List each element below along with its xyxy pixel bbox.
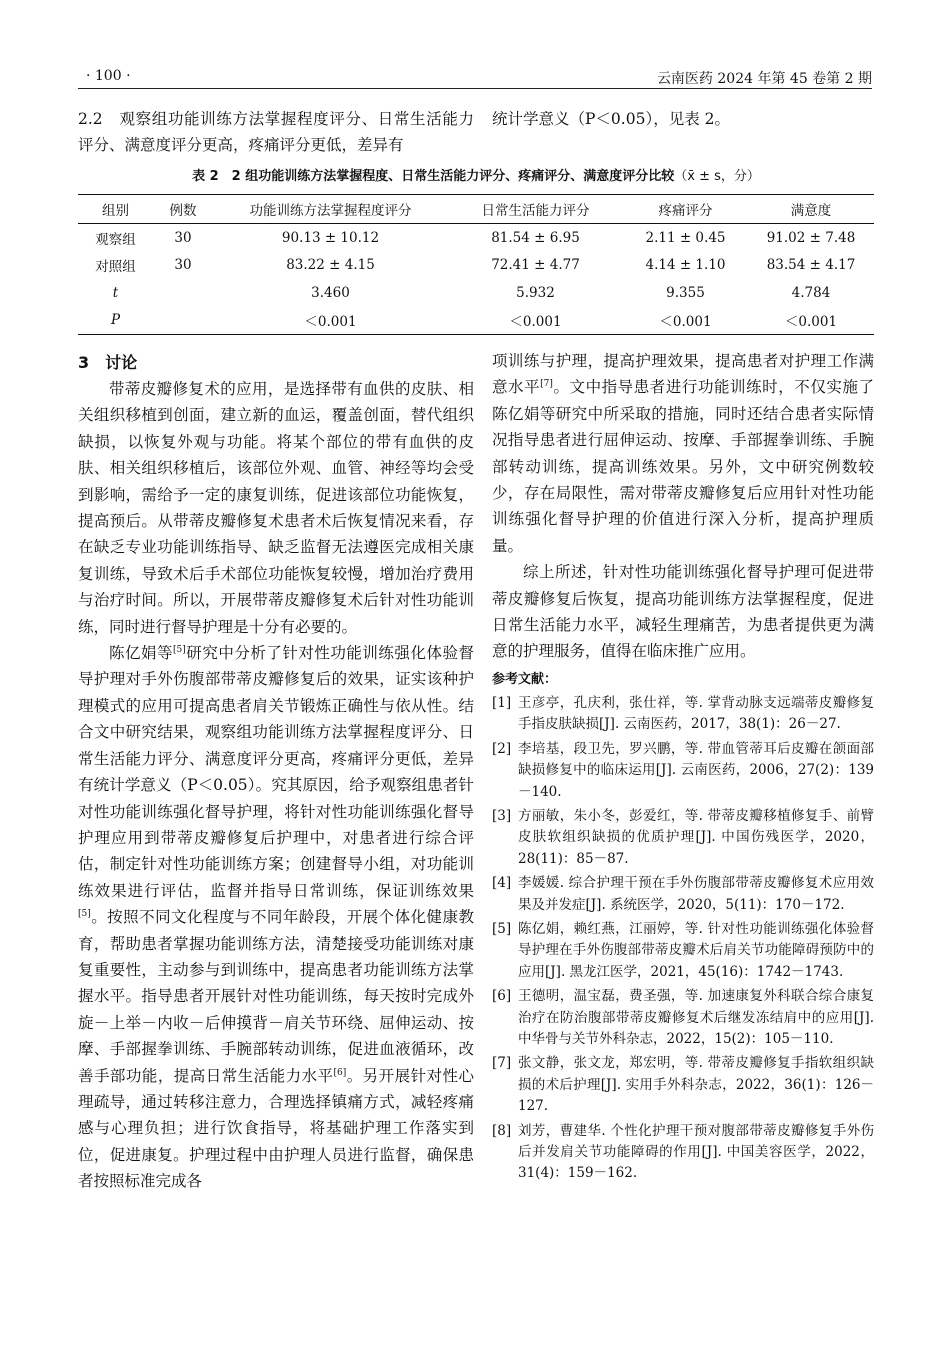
intro-right-column — [492, 106, 874, 132]
reference-text: 李培基，段卫先，罗兴鹏，等. 带血管蒂耳后皮瓣在颌面部缺损修复中的临床运用[J]. 云南医药，2006，27(2)：139－140. — [518, 740, 874, 800]
col-header-satisfaction: 满意度 — [790, 203, 832, 219]
reference-list — [492, 693, 874, 1185]
table-caption-title: 表 2 2 组功能训练方法掌握程度、日常生活能力评分、疼痛评分、满意度评分比较 — [192, 169, 675, 184]
reference-item — [492, 873, 874, 916]
intro-left-column — [78, 106, 474, 159]
citation: [7] — [540, 379, 553, 390]
comparison-table — [78, 194, 874, 335]
table-cell: 观察组 — [95, 231, 136, 248]
table-cell: 2.11 ± 0.45 — [645, 229, 726, 246]
reference-text: 张文静，张文龙，郑宏明，等. 带蒂皮瓣修复手指软组织缺损的术后护理[J]. 实用手外科杂志，2022，36(1)：126－127. — [518, 1055, 874, 1115]
table-header-row — [78, 195, 874, 224]
running-header — [78, 66, 872, 89]
table-row — [78, 224, 874, 252]
discussion-paragraph-1: 带蒂皮瓣修复术的应用，是选择带有血供的皮肤、相关组织移植到创面，建立新的血运，覆盖创面，替代组织缺损，以恢复外观与功能。将某个部位的带有血供的皮肤、相关组织移植后，该部位外观、血管、神经等均会受到影响，需给予一定的康复训练，促进该部位功能恢复，提高预后。从带蒂皮瓣修复术患者术后恢复情况来看，存在缺乏专业功能训练指导、缺乏监督无法遵医完成相关康复训练，导致术后手术部位功能恢复较慢，增加治疗费用与治疗时间。所以，开展带蒂皮瓣修复术后针对性功能训练，同时进行督导护理是十分有必要的。 — [78, 380, 474, 636]
reference-text: 陈亿娟，赖红燕，江丽婷，等. 针对性功能训练强化体验督导护理在手外伤腹部带蒂皮瓣术后肩关节功能障碍预防中的应用[J]. 黑龙江医学，2021，45(16)：1742－1743. — [518, 920, 874, 980]
table-cell: 4.14 ± 1.10 — [645, 257, 726, 274]
reference-number: [4] — [492, 875, 512, 892]
references-title: 参考文献： — [492, 671, 558, 687]
reference-text: 刘芳，曹建华. 个性化护理干预对腹部带蒂皮瓣修复手外伤后并发肩关节功能障碍的作用[J]. 中国美容医学，2022，31(4)：159－162. — [518, 1122, 874, 1182]
left-column — [78, 350, 474, 1195]
table-cell: ＜0.001 — [659, 314, 712, 331]
reference-item — [492, 986, 874, 1050]
paragraph-text: 。另开展针对性心理疏导，通过转移注意力，合理选择镇痛方式，减轻疼痛感与心理负担；进行饮食指导，将基础护理工作落实到位，促进康复。护理过程中由护理人员进行监督，确保患者按照标准完成各 — [78, 1066, 474, 1191]
paragraph-text: 。文中指导患者进行功能训练时，不仅实施了陈亿娟等研究中所采取的措施，同时还结合患者实际情况指导患者进行屈伸运动、按摩、手部握拳训练、手腕部转动训练，提高训练效果。另外，文中研究例数较少，存在局限性，需对带蒂皮瓣修复后应用针对性功能训练强化督导护理的价值进行深入分析，提高护理质量。 — [492, 378, 874, 555]
table-cell: 对照组 — [95, 259, 136, 276]
reference-item — [492, 739, 874, 803]
paragraph-text: 项训练与护理，提高护理效果，提高患者对护理工作满意水平 — [492, 352, 874, 397]
result-2-2-text: 2.2 观察组功能训练方法掌握程度评分、日常生活能力评分、满意度评分更高，疼痛评分更低，差异有 — [78, 110, 474, 155]
reference-item — [492, 693, 874, 736]
table-cell: 9.355 — [666, 284, 705, 301]
table-cell: 72.41 ± 4.77 — [491, 257, 580, 274]
col-header-pain: 疼痛评分 — [658, 203, 713, 219]
reference-number: [5] — [492, 920, 512, 937]
reference-text: 王彦亭，孔庆利，张仕祥，等. 掌背动脉支远端蒂皮瓣修复手指皮肤缺损[J]. 云南医药，2017，38(1)：26－27. — [518, 694, 874, 733]
table-cell: P — [110, 312, 121, 329]
table-cell: 30 — [174, 229, 192, 246]
reference-item — [492, 1053, 874, 1117]
table-cell: 83.54 ± 4.17 — [766, 257, 856, 274]
table-cell — [153, 279, 213, 307]
reference-text: 方丽敏，朱小冬，彭爱红，等. 带蒂皮瓣移植修复手、前臂皮肤软组织缺损的优质护理[J]. 中国伤残医学，2020，28(11)：85－87. — [518, 807, 874, 867]
citation: [6] — [333, 1067, 347, 1078]
table-row — [78, 307, 874, 335]
reference-number: [8] — [492, 1122, 512, 1139]
reference-item — [492, 806, 874, 870]
table-cell: 30 — [174, 257, 192, 274]
conclusion-paragraph: 综上所述，针对性功能训练强化督导护理可促进带蒂皮瓣修复后恢复，提高功能训练方法掌握程度，促进日常生活能力水平，减轻生理痛苦，为患者提供更为满意的护理服务，值得在临床推广应用。 — [492, 563, 874, 661]
reference-number: [2] — [492, 740, 512, 757]
table-cell: ＜0.001 — [304, 314, 357, 331]
section-title-discussion: 3 讨论 — [78, 353, 138, 372]
table-2 — [78, 165, 874, 335]
table-cell: 81.54 ± 6.95 — [491, 229, 580, 246]
citation: [5] — [173, 645, 186, 656]
table-cell: ＜0.001 — [509, 314, 562, 331]
reference-item — [492, 919, 874, 983]
citation: [5] — [78, 909, 91, 920]
reference-number: [7] — [492, 1055, 512, 1072]
reference-item — [492, 1121, 874, 1185]
page-number: · 100 · — [86, 68, 131, 84]
result-2-2-continuation: 统计学意义（P＜0.05），见表 2。 — [492, 110, 730, 128]
reference-number: [3] — [492, 807, 512, 824]
table-cell: 3.460 — [311, 284, 350, 301]
table-cell: 83.22 ± 4.15 — [286, 257, 375, 274]
table-cell: t — [112, 284, 119, 301]
table-row — [78, 279, 874, 307]
table-cell: 91.02 ± 7.48 — [766, 229, 856, 246]
paragraph-text: 。按照不同文化程度与不同年龄段，开展个体化健康教育，帮助患者掌握功能训练方法，清楚接受功能训练对康复重要性，主动参与到训练中，提高患者功能训练方法掌握水平。指导患者开展针对性功能训练，每天按时完成外旋－上举－内收－后伸摸背－肩关节环绕、屈伸运动、按摩、手部握拳训练、手腕部转动训练，促进血液循环，改善手部功能，提高日常生活能力水平 — [78, 908, 474, 1085]
reference-text: 王德明，温宝磊，费圣强，等. 加速康复外科联合综合康复治疗在防治腹部带蒂皮瓣修复术后继发冻结肩中的应用[J]. 中华骨与关节外科杂志，2022，15(2)：105－110. — [518, 988, 874, 1047]
table-cell: 5.932 — [516, 284, 555, 301]
reference-text: 李媛媛. 综合护理干预在手外伤腹部带蒂皮瓣修复术应用效果及并发症[J]. 系统医学，2020，5(11)：170－172. — [518, 875, 874, 913]
discussion-paragraph-2 — [78, 640, 474, 1195]
table-cell — [153, 307, 213, 335]
col-header-training-mastery: 功能训练方法掌握程度评分 — [249, 203, 412, 219]
table-caption — [78, 165, 874, 184]
discussion-paragraph-3 — [492, 348, 874, 559]
right-column — [492, 348, 874, 1188]
reference-number: [1] — [492, 694, 512, 711]
table-cell: ＜0.001 — [784, 314, 838, 331]
table-caption-unit: （x̄ ± s，分） — [674, 169, 760, 184]
reference-number: [6] — [492, 988, 512, 1005]
table-row — [78, 252, 874, 280]
table-cell: 90.13 ± 10.12 — [281, 229, 380, 246]
col-header-group: 组别 — [102, 203, 129, 219]
journal-issue: 云南医药 2024 年第 45 卷第 2 期 — [656, 71, 872, 87]
col-header-count: 例数 — [169, 203, 197, 219]
paragraph-text: 研究中分析了针对性功能训练强化体验督导护理对手外伤腹部带蒂皮瓣修复后的效果，证实该种护理模式的应用可提高患者肩关节锻炼正确性与依从性。结合文中研究结果，观察组功能训练方法掌握程度评分、日常生活能力评分、满意度评分更高，疼痛评分更低，差异有统计学意义（P＜0.05）。究其原因，给予观察组患者针对性功能训练强化督导护理，将针对性功能训练强化督导护理应用到带蒂皮瓣修复后护理中，对患者进行综合评估，制定针对性功能训练方案；创建督导小组，对功能训练效果进行评估，监督并指导日常训练，保证训练效果 — [78, 644, 474, 900]
table-cell: 4.784 — [791, 284, 831, 301]
col-header-daily-living: 日常生活能力评分 — [481, 203, 590, 219]
paragraph-text: 陈亿娟等 — [109, 644, 174, 663]
